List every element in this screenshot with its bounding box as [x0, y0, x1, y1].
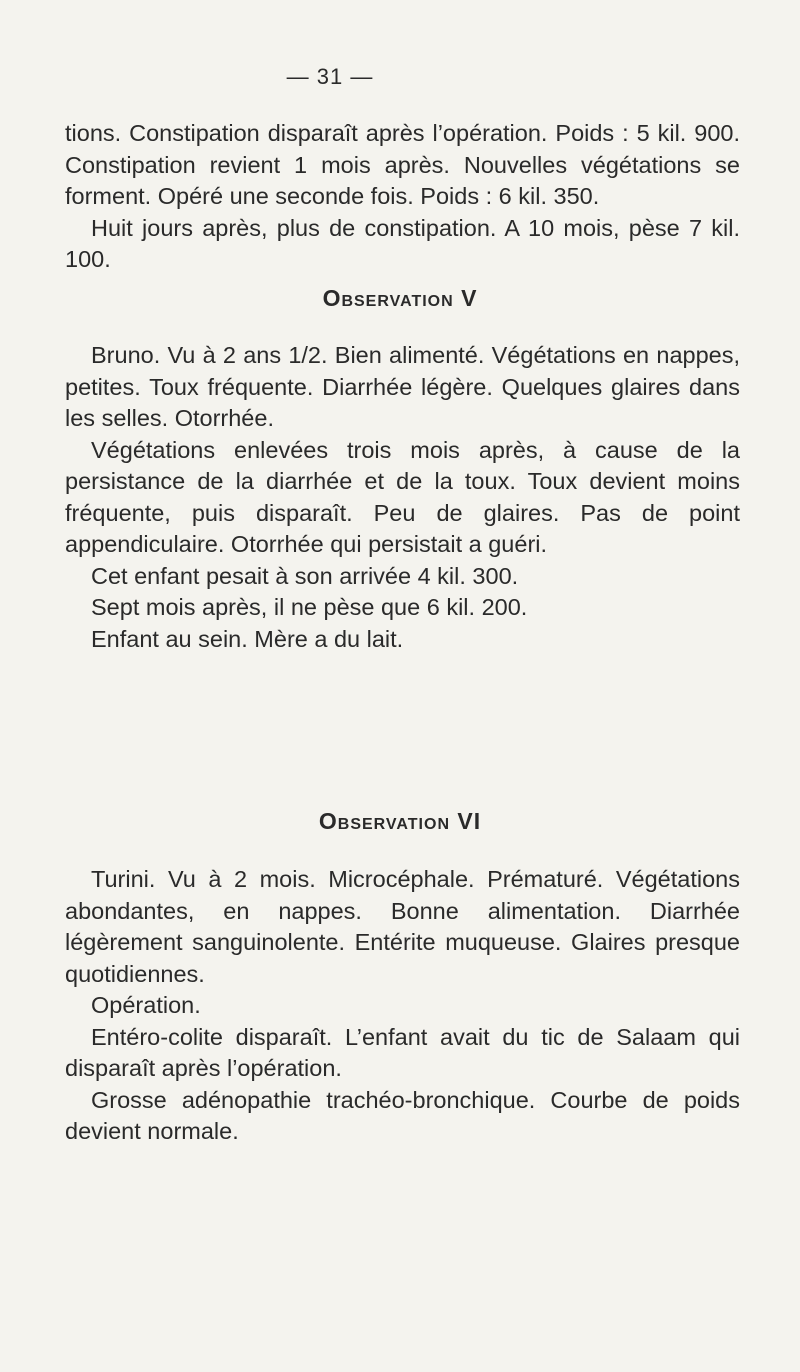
continuation-text [65, 118, 740, 276]
observation-6-heading: Observation VI [318, 808, 482, 834]
paragraph: Grosse adénopathie trachéo-bronchique. Courbe de poids devient normale. [65, 1086, 740, 1144]
paragraph: Bruno. Vu à 2 ans 1/2. Bien alimenté. Végétations en nappes, petites. Toux fréquente. Diarrhée légère. Quelques glaires dans les selles. Otorrhée. [65, 342, 740, 431]
paragraph: Cet enfant pesait à son arrivée 4 kil. 300. [91, 562, 519, 589]
page-number: — 31 — [286, 64, 374, 89]
paragraph: Opération. [91, 992, 201, 1018]
paragraph: Sept mois après, il ne pèse que 6 kil. 200. [91, 594, 528, 620]
paragraph: Enfant au sein. Mère a du lait. [91, 625, 404, 652]
paragraph: Entéro-colite disparaît. L’enfant avait du tic de Salaam qui disparaît après l’opération. [65, 1023, 740, 1081]
paragraph: tions. Constipation disparaît après l’opération. Poids : 5 kil. 900. Constipation revient 1 mois après. Nouvelles végétations se forment. Opéré une seconde fois. Poids : 6 kil. 350. [65, 120, 740, 209]
paragraph: Turini. Vu à 2 mois. Microcéphale. Prématuré. Végétations abondantes, en nappes. Bonne alimentation. Diarrhée légèrement sanguinolente. Entérite muqueuse. Glaires presque quotidiennes. [65, 866, 740, 987]
paragraph: Huit jours après, plus de constipation. A 10 mois, pèse 7 kil. 100. [65, 214, 740, 272]
paragraph: Végétations enlevées trois mois après, à cause de la persistance de la diarrhée et de la toux. Toux devient moins fréquente, puis disparaît. Peu de glaires. Pas de point appendiculaire. Otorrhée qui persistait a guéri. [65, 436, 740, 557]
observation-5-text [65, 340, 740, 655]
observation-6-text [65, 864, 740, 1148]
observation-5-heading: Observation V [322, 285, 478, 311]
